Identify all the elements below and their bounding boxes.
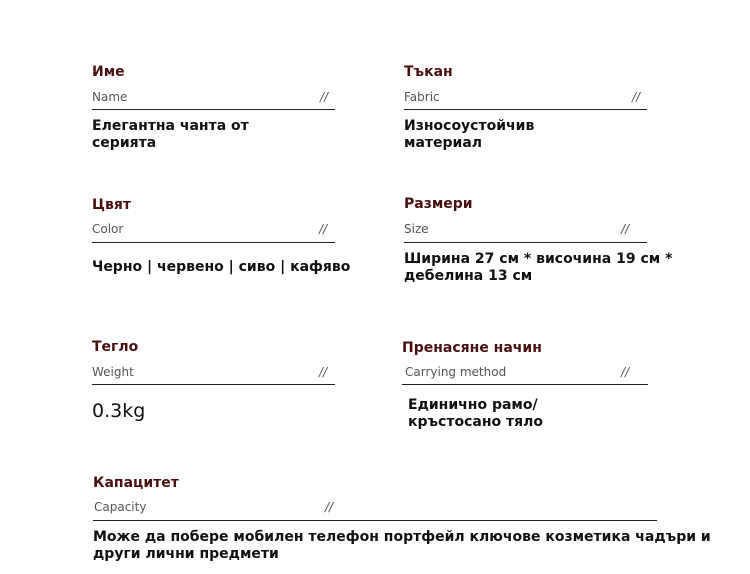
field-label-name: Name — [92, 90, 128, 104]
field-value-carrying-method: Единично рамо/ кръстосано тяло — [408, 397, 543, 430]
field-value-capacity: Може да побере мобилен телефон портфейл ключове козметика чадъри и други лични предмети — [93, 529, 711, 562]
field-weight — [92, 339, 337, 429]
field-mark-size: // — [621, 222, 630, 236]
field-value-weight: 0.3kg — [92, 400, 146, 422]
field-label-size: Size — [404, 222, 429, 236]
field-title-carrying-method: Пренасяне начин — [402, 340, 542, 356]
field-divider-capacity — [93, 520, 657, 521]
field-color — [92, 197, 352, 287]
field-carrying-method — [402, 340, 652, 435]
field-divider-fabric — [404, 109, 647, 110]
field-title-color: Цвят — [92, 197, 131, 213]
field-mark-fabric: // — [632, 90, 641, 104]
field-label-fabric: Fabric — [404, 90, 440, 104]
field-title-fabric: Тъкан — [404, 64, 453, 80]
field-divider-name — [92, 109, 335, 110]
field-size — [404, 196, 749, 291]
field-divider-carrying-method — [402, 384, 648, 385]
field-divider-color — [92, 242, 335, 243]
field-title-size: Размери — [404, 196, 473, 212]
field-label-capacity: Capacity — [94, 500, 147, 514]
field-fabric — [404, 64, 649, 154]
field-capacity — [93, 475, 743, 570]
field-value-size: Ширина 27 см * височина 19 см * дебелина 13 см — [404, 251, 673, 284]
field-mark-name: // — [320, 90, 329, 104]
field-mark-weight: // — [319, 365, 328, 379]
field-value-name: Елегантна чанта от серията — [92, 118, 249, 151]
field-mark-color: // — [319, 222, 328, 236]
field-label-color: Color — [92, 222, 124, 236]
field-value-color: Черно | червено | сиво | кафяво — [92, 259, 351, 275]
field-divider-weight — [92, 384, 335, 385]
field-name — [92, 64, 337, 154]
field-label-weight: Weight — [92, 365, 134, 379]
field-mark-carrying-method: // — [621, 365, 630, 379]
field-mark-capacity: // — [325, 500, 334, 514]
field-title-capacity: Капацитет — [93, 475, 179, 491]
field-title-name: Име — [92, 64, 125, 80]
field-title-weight: Тегло — [92, 339, 139, 355]
field-divider-size — [404, 242, 647, 243]
field-value-fabric: Износоустойчив материал — [404, 118, 535, 151]
field-label-carrying-method: Carrying method — [405, 365, 507, 379]
